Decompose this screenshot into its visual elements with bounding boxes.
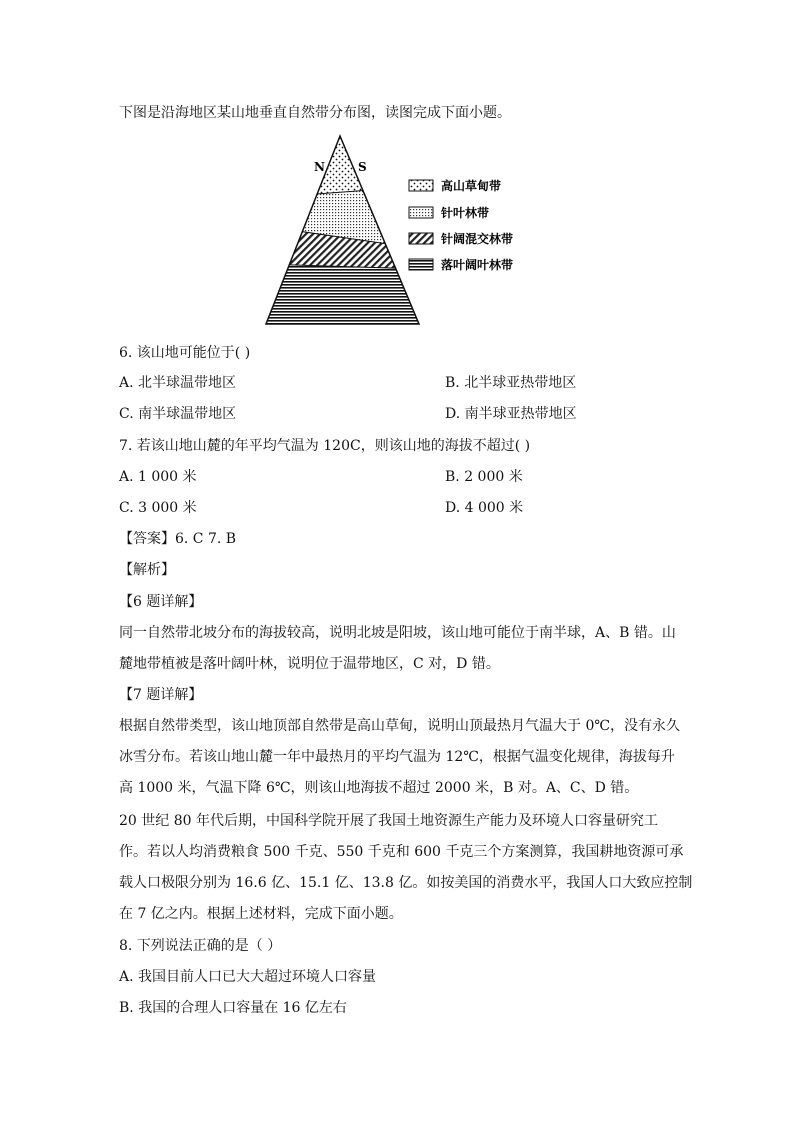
legend-swatch-alpine-meadow <box>409 180 433 191</box>
legend-swatch-coniferous <box>409 207 433 218</box>
intro-text: 下图是沿海地区某山地垂直自然带分布图，读图完成下面小题。 <box>119 105 511 121</box>
q7-detail-heading: 【7 题详解】 <box>119 687 203 703</box>
legend-label-mixed-forest: 针阔混交林带 <box>441 232 514 246</box>
legend-label-deciduous: 落叶阔叶林带 <box>441 258 514 272</box>
north-label: N <box>314 160 325 174</box>
q6-option-c: C. 南半球温带地区 <box>119 406 237 422</box>
q7-stem: 7. 若该山地山麓的年平均气温为 120C，则该山地的海拔不超过( ) <box>119 438 531 454</box>
analysis-heading: 【解析】 <box>119 562 175 578</box>
answer-line: 【答案】6. C 7. B <box>119 531 237 547</box>
q6-detail-line: 同一自然带北坡分布的海拔较高，说明北坡是阳坡，该山地可能位于南半球，A、B 错。山 <box>119 625 676 641</box>
q7-option-c: C. 3 000 米 <box>119 500 197 516</box>
q6-option-a: A. 北半球温带地区 <box>119 375 237 391</box>
q6-detail-line: 麓地带植被是落叶阔叶林，说明位于温带地区，C 对，D 错。 <box>119 656 500 672</box>
zone-deciduous <box>263 264 423 329</box>
q7-option-b: B. 2 000 米 <box>445 469 523 485</box>
legend-swatch-deciduous <box>409 259 433 270</box>
passage-line: 20 世纪 80 年代后期，中国科学院开展了我国土地资源生产能力及环境人口容量研究工 <box>119 813 658 829</box>
legend-swatch-mixed-forest <box>409 233 433 244</box>
q6-option-d: D. 南半球亚热带地区 <box>445 406 577 422</box>
q7-detail-line: 冰雪分布。若该山地山麓一年中最热月的平均气温为 12℃，根据气温变化规律，海拔每升 <box>119 749 675 765</box>
q7-option-a: A. 1 000 米 <box>119 469 197 485</box>
passage-line: 载人口极限分别为 16.6 亿、15.1 亿、13.8 亿。如按美国的消费水平，我国人口大致应控制 <box>119 875 693 891</box>
q7-option-d: D. 4 000 米 <box>445 500 524 516</box>
q6-stem: 6. 该山地可能位于( ) <box>119 345 251 361</box>
legend-label-alpine-meadow: 高山草甸带 <box>441 179 502 193</box>
q7-detail-line: 根据自然带类型，该山地顶部自然带是高山草甸，说明山顶最热月气温大于 0℃，没有永久 <box>119 718 681 734</box>
legend-label-coniferous: 针叶林带 <box>441 206 490 220</box>
passage-line: 作。若以人均消费粮食 500 千克、550 千克和 600 千克三个方案测算，我国耕地资源可承 <box>119 844 684 860</box>
vertical-zonation-figure <box>263 134 563 329</box>
south-label: S <box>358 160 367 174</box>
q8-option-a: A. 我国目前人口已大大超过环境人口容量 <box>119 969 377 985</box>
q8-stem: 8. 下列说法正确的是（ ） <box>119 938 282 954</box>
q8-option-b: B. 我国的合理人口容量在 16 亿左右 <box>119 1000 347 1016</box>
legend <box>409 178 513 272</box>
q6-option-b: B. 北半球亚热带地区 <box>445 375 577 391</box>
q7-detail-line: 高 1000 米，气温下降 6℃，则该山地海拔不超过 2000 米，B 对。A、C、D 错。 <box>119 780 639 796</box>
q6-detail-heading: 【6 题详解】 <box>119 594 203 610</box>
passage-line: 在 7 亿之内。根据上述材料，完成下面小题。 <box>119 906 403 922</box>
